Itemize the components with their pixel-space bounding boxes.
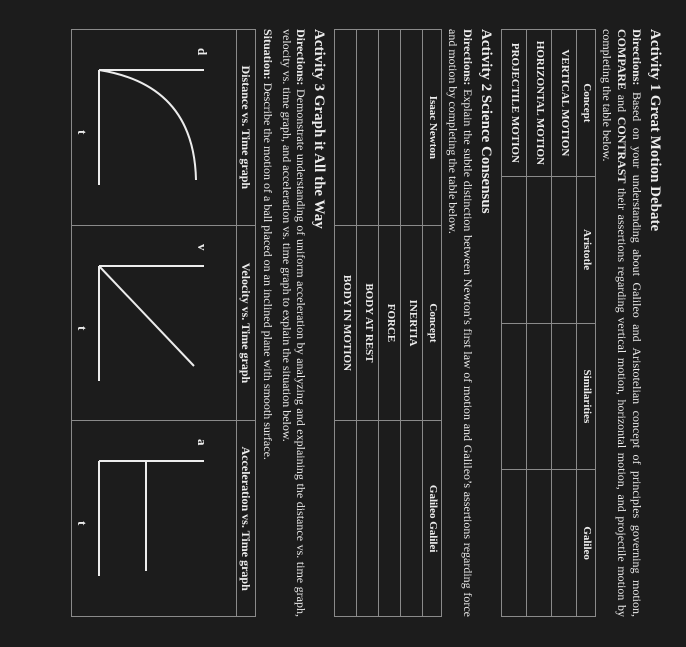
worksheet-page	[18, 23, 668, 623]
graph-cell-acceleration	[71, 421, 236, 617]
time-axis-label: t	[74, 521, 90, 526]
graph-cell-velocity	[71, 225, 236, 421]
activity2-header-galileo: Galileo Galilei	[423, 421, 441, 617]
answer-cell[interactable]	[357, 30, 379, 226]
activity3-directions	[279, 29, 308, 617]
answer-cell[interactable]	[335, 421, 357, 617]
row-label-vertical-motion: VERTICAL MOTION	[552, 30, 577, 177]
activity2-directions-label: Directions:	[461, 29, 476, 86]
row-label-inertia: INERTIA	[401, 225, 423, 421]
activity3-situation	[260, 29, 275, 617]
row-label-body-in-motion: BODY IN MOTION	[335, 225, 357, 421]
situation-text: Describe the motion of a ball placed on an inclined plane with smooth surface.	[260, 79, 275, 460]
activity1-header-row	[577, 30, 595, 617]
activity1-table	[501, 29, 595, 617]
activity2-header-newton: Isaac Newton	[423, 30, 441, 226]
table-row	[502, 30, 527, 617]
activity1-directions-text-2: their assertions regarding vertical motion, horizontal motion, and projectile motion by completing the table below.	[600, 29, 630, 617]
answer-cell[interactable]	[527, 470, 552, 617]
row-label-projectile-motion: PROJECTILE MOTION	[502, 30, 527, 177]
answer-cell[interactable]	[527, 323, 552, 470]
and-connector: and	[615, 90, 630, 117]
acceleration-axis-label: a	[194, 439, 210, 446]
distance-time-graph	[74, 30, 234, 230]
situation-label: Situation:	[260, 29, 275, 80]
activity1-directions-label: Directions:	[629, 29, 644, 86]
time-axis-label: t	[74, 325, 90, 330]
table-row	[527, 30, 552, 617]
activity2-header-concept: Concept	[423, 225, 441, 421]
acceleration-time-graph	[74, 421, 234, 621]
velocity-time-graph	[74, 226, 234, 426]
table-row	[552, 30, 577, 617]
table-row	[357, 30, 379, 617]
contrast-keyword: CONTRAST	[615, 116, 630, 184]
header-distance-time: Distance vs. Time graph	[236, 30, 256, 226]
answer-cell[interactable]	[502, 323, 527, 470]
header-velocity-time: Velocity vs. Time graph	[236, 225, 256, 421]
activity3-table	[71, 29, 257, 617]
activity1-title: Activity 1 Great Motion Debate	[647, 29, 663, 232]
velocity-line	[99, 266, 194, 366]
answer-cell[interactable]	[502, 176, 527, 323]
compare-keyword: COMPARE	[615, 29, 630, 91]
table-row	[379, 30, 401, 617]
answer-cell[interactable]	[502, 470, 527, 617]
activity2-directions	[446, 29, 475, 617]
table-row	[401, 30, 423, 617]
activity1-header-galileo: Galileo	[577, 470, 595, 617]
answer-cell[interactable]	[379, 30, 401, 226]
activity1-header-similarities: Similarities	[577, 323, 595, 470]
activity1-header-aristotle: Aristotle	[577, 176, 595, 323]
row-label-force: FORCE	[379, 225, 401, 421]
distance-axis-label: d	[194, 48, 210, 56]
answer-cell[interactable]	[552, 323, 577, 470]
activity1-directions	[600, 29, 644, 617]
activity2-header-row	[423, 30, 441, 617]
header-acceleration-time: Acceleration vs. Time graph	[236, 421, 256, 617]
activity1-header-concept: Concept	[577, 30, 595, 177]
row-label-body-at-rest: BODY AT REST	[357, 225, 379, 421]
answer-cell[interactable]	[552, 470, 577, 617]
answer-cell[interactable]	[379, 421, 401, 617]
row-label-horizontal-motion: HORIZONTAL MOTION	[527, 30, 552, 177]
answer-cell[interactable]	[401, 421, 423, 617]
table-row	[71, 30, 236, 617]
graph-cell-distance	[71, 30, 236, 226]
activity2-table	[334, 29, 441, 617]
velocity-axis-label: v	[194, 243, 210, 251]
answer-cell[interactable]	[357, 421, 379, 617]
answer-cell[interactable]	[335, 30, 357, 226]
activity1-directions-text-1: Based on your understanding about Galileo and Aristotelian concept of principles governing motion,	[629, 85, 644, 617]
answer-cell[interactable]	[527, 176, 552, 323]
activity3-header-row	[236, 30, 256, 617]
answer-cell[interactable]	[401, 30, 423, 226]
activity2-title: Activity 2 Science Consensus	[478, 29, 495, 214]
time-axis-label: t	[74, 130, 90, 135]
answer-cell[interactable]	[552, 176, 577, 323]
activity3-directions-label: Directions:	[294, 29, 309, 86]
activity2-directions-text: Explain the subtle distinction between Newton’s first law of motion and Galileo’s assertions regarding force and motion by completing the table below.	[446, 29, 476, 617]
activity3-title: Activity 3 Graph it All the Way	[311, 29, 328, 229]
table-row	[335, 30, 357, 617]
activity3-directions-text: Demonstrate understanding of uniform acceleration by analyzing and explaining the distance vs. time graph, velocity vs. time graph, and acceleration vs. time graph to explain the situation below.	[279, 29, 309, 617]
distance-curve	[99, 70, 196, 180]
